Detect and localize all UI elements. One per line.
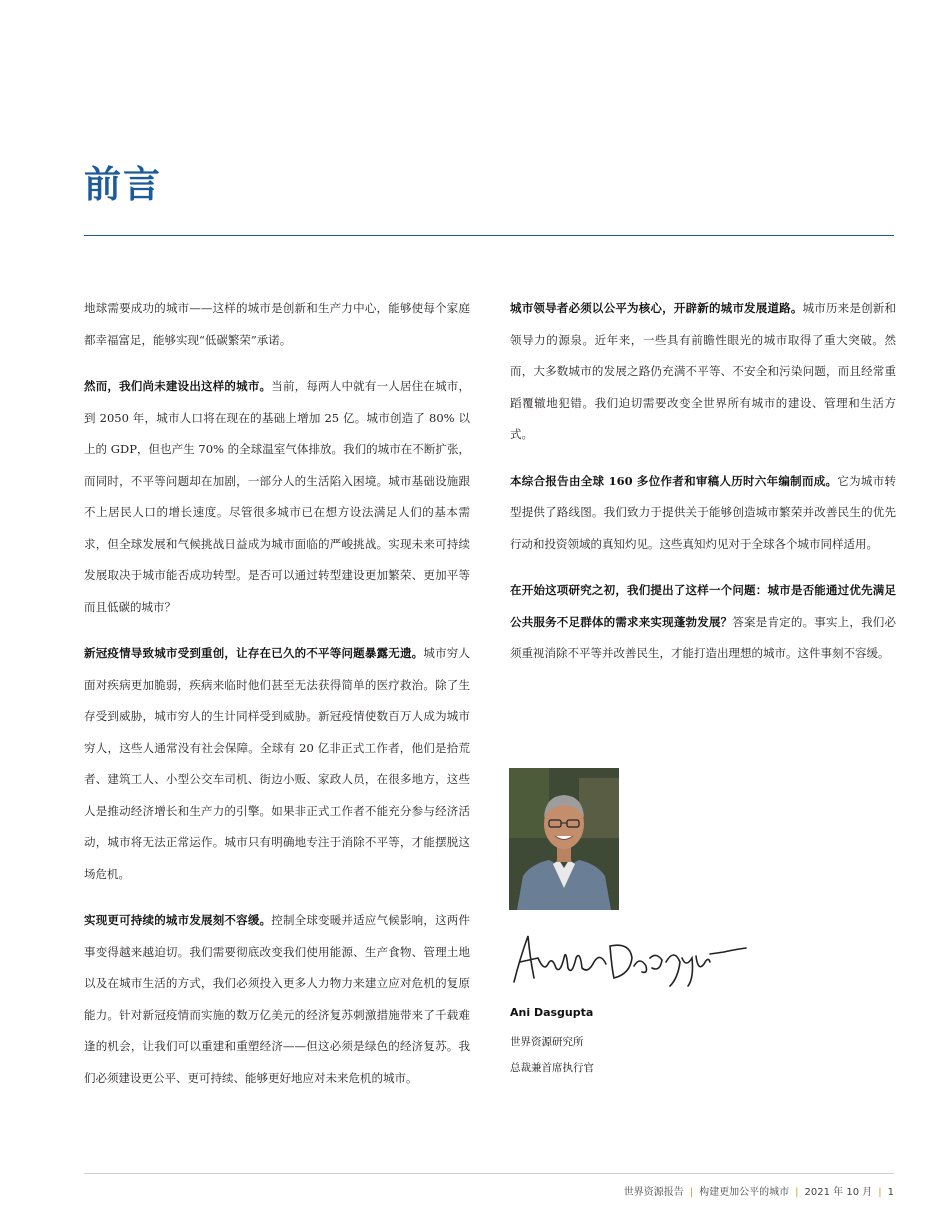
right-column	[510, 293, 896, 685]
signatory-organization: 世界资源研究所	[510, 1036, 584, 1048]
paragraph: 实现更可持续的城市发展刻不容缓。控制全球变暖并适应气候影响，这两件事变得越来越迫切。我们需要彻底改变我们使用能源、生产食物、管理土地以及在城市生活的方式，我们必须投入更多人力物力来建立应对危机的复原能力。针对新冠疫情而实施的数万亿美元的经济复苏刺激措施带来了千载难逢的机会，让我们可以重建和重塑经济——但这必须是绿色的经济复苏。我们必须建设更公平、更可持续、能够更好地应对未来危机的城市。	[84, 913, 470, 1085]
paragraph: 然而，我们尚未建设出这样的城市。当前，每两人中就有一人居住在城市，到 2050 年，城市人口将在现在的基础上增加 25 亿。城市创造了 80% 以上的 GDP，但也产生 70% 的全球温室气体排放。我们的城市在不断扩张，而同时，不平等问题却在加剧，一部分人的生活陷入困境。城市基础设施跟不上居民人口的增长速度。尽管很多城市已在想方设法满足人们的基本需求，但全球发展和气候挑战日益成为城市面临的严峻挑战。实现未来可持续发展取决于城市能否成功转型。是否可以通过转型建设更加繁荣、更加平等而且低碳的城市？	[84, 379, 470, 614]
signatory-name: Ani Dasgupta	[510, 1006, 594, 1019]
paragraph: 城市领导者必须以公平为核心，开辟新的城市发展道路。城市历来是创新和领导力的源泉。近年来，一些具有前瞻性眼光的城市取得了重大突破。然而，大多数城市的发展之路仍充满不平等、不安全和污染问题，而且经常重蹈覆辙地犯错。我们迫切需要改变全世界所有城市的建设、管理和生活方式。	[510, 301, 896, 441]
paragraph: 新冠疫情导致城市受到重创，让存在已久的不平等问题暴露无遗。城市穷人面对疾病更加脆弱，疾病来临时他们甚至无法获得简单的医疗救治。除了生存受到威胁，城市穷人的生计同样受到威胁。新冠疫情使数百万人成为城市穷人，这些人通常没有社会保障。全球有 20 亿非正式工作者，他们是拾荒者、建筑工人、小型公交车司机、街边小贩、家政人员，在很多地方，这些人是推动经济增长和生产力的引擎。如果非正式工作者不能充分参与经济活动，城市将无法正常运作。城市只有明确地专注于消除不平等，才能摆脱这场危机。	[84, 646, 470, 881]
signatory-role: 总裁兼首席执行官	[510, 1062, 594, 1074]
footer-separator: |	[878, 1187, 882, 1198]
footer-report-title: 构建更加公平的城市	[699, 1187, 790, 1198]
footer-publisher: 世界资源报告	[623, 1187, 684, 1198]
signature-scribble	[510, 928, 750, 990]
page-footer	[624, 1183, 894, 1198]
paragraph: 地球需要成功的城市——这样的城市是创新和生产力中心，能够使每个家庭都幸福富足，能够实现“低碳繁荣”承诺。	[84, 301, 470, 347]
paragraph: 本综合报告由全球 160 多位作者和审稿人历时六年编制而成。它为城市转型提供了路线图。我们致力于提供关于能够创造城市繁荣并改善民生的优先行动和投资领域的真知灼见。这些真知灼见对于全球各个城市同样适用。	[510, 473, 897, 551]
footer-separator: |	[795, 1187, 799, 1198]
footer-date: 2021 年 10 月	[804, 1187, 873, 1198]
footer-separator: |	[689, 1187, 694, 1198]
portrait-illustration	[509, 768, 619, 910]
handwritten-signature	[510, 928, 750, 990]
page-title: 前言	[84, 163, 162, 206]
paragraph: 在开始这项研究之初，我们提出了这样一个问题：城市是否能通过优先满足公共服务不足群体的需求来实现蓬勃发展？答案是肯定的。事实上，我们必须重视消除不平等并改善民生，才能打造出理想的城市。这件事刻不容缓。	[510, 583, 896, 660]
author-photo	[509, 768, 619, 910]
title-divider	[84, 235, 894, 236]
footer-divider	[84, 1173, 894, 1174]
page-number: 1	[887, 1187, 894, 1198]
left-column	[84, 293, 470, 1109]
